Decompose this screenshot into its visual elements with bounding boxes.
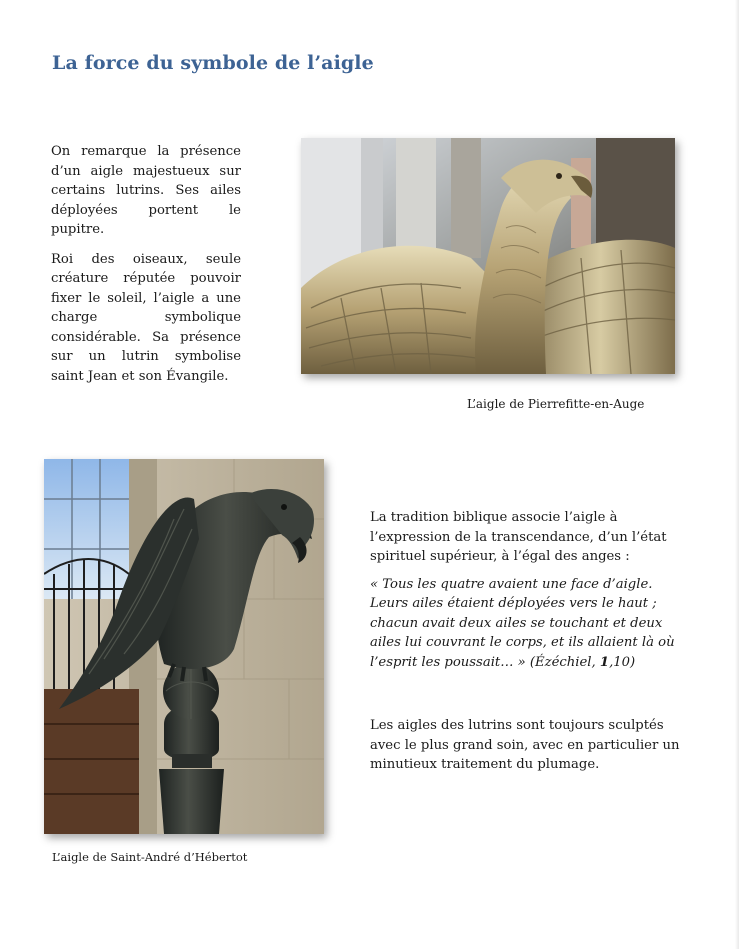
photo-golden-eagle — [301, 138, 675, 374]
bible-quote — [370, 575, 690, 673]
photo1-caption: L’aigle de Pierrefitte-en-Auge — [467, 397, 645, 411]
tradition-paragraph: La tradition biblique associe l’aigle à l’expression de la transcendance, d’un l’état spirituel supérieur, à l’égal des anges : — [370, 510, 667, 564]
bible-quote-text: « Tous les quatre avaient une face d’aigle. Leurs ailes étaient déployées vers le haut ; chacun avait deux ailes se touchant et deux ailes lui couvrant le corps, et ils allaient là où l’esprit les poussait… » (Ézéchiel, — [370, 576, 675, 670]
intro-paragraph-2: Roi des oiseaux, seule créature réputée pouvoir fixer le soleil, l’aigle a une charge symbolique considérable. Sa présence sur un lutrin symbolise saint Jean et son Évangile. — [51, 251, 241, 384]
photo2-caption: L’aigle de Saint-André d’Hébertot — [52, 850, 248, 864]
wooden-eagle-illustration — [44, 459, 324, 834]
intro-paragraph-1: On remarque la présence d’un aigle majestueux sur certains lutrins. Ses ailes déployées portent le pupitre. — [51, 144, 241, 237]
photo-wooden-eagle — [44, 459, 324, 834]
bible-quote-verse: ,10) — [609, 654, 636, 670]
intro-text — [51, 142, 241, 396]
golden-eagle-illustration — [301, 138, 675, 374]
page-edge — [735, 0, 739, 949]
page-title: La force du symbole de l’aigle — [52, 52, 374, 74]
closing-paragraph: Les aigles des lutrins sont toujours sculptés avec le plus grand soin, avec en particulier un minutieux traitement du plumage. — [370, 718, 680, 772]
tradition-text — [370, 508, 690, 680]
bible-quote-chapter: 1 — [599, 654, 610, 670]
